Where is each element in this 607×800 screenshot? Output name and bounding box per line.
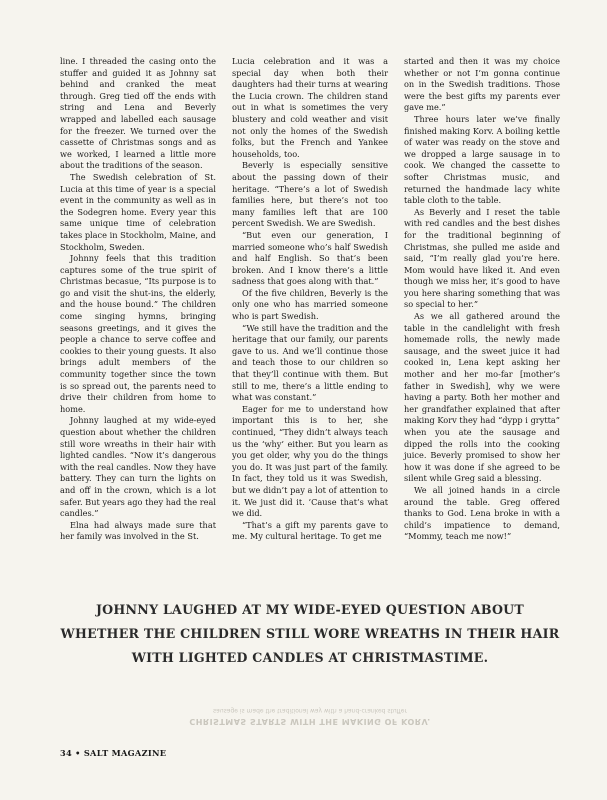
paragraph: The Swedish celebration of St. Lucia at this time of year is a special event in the community as well as in the Sodegren home. Every year this same unique time of celebration takes place in Stockholm, Maine, and Stockholm, Sweden. [60,171,216,252]
bleed-through-line: sausage is made the traditional way with a hand-cranked stuffer [213,707,407,714]
paragraph: Johnny laughed at my wide-eyed question about whether the children still wore wreaths in their hair with lighted candles. “Now it’s dangerous with the real candles. Now they have battery. They can turn the lights on and off in the crown, which is a lot safer. But years ago they had the real candles.” [60,415,216,519]
paragraph: line. I threaded the casing onto the stuffer and guided it as Johnny sat behind and cranked the meat through. Greg tied off the ends with string and Lena and Beverly wrapped and labelled each sausage for the freezer. We turned over the cassette of Christmas songs and as we worked, I learned a little more about the traditions of the season. [60,56,216,171]
paragraph: started and then it was my choice whether or not I’m gonna continue on in the Swedish traditions. Those were the best gifts my parents ever gave me.” [404,56,560,113]
paragraph: Elna had always made sure that her family was involved in the St. [60,519,216,542]
paragraph: We all joined hands in a circle around the table. Greg offered thanks to God. Lena broke in with a child’s impatience to demand, “Mommy, teach me now!” [404,484,560,542]
paragraph: As Beverly and I reset the table with red candles and the best dishes for the traditional beginning of Christmas, she pulled me aside and said, “I’m really glad you’re here. Mom would have liked it. And even though we miss her, it’s good to have you here sharing something that was so special to her.” [404,206,560,310]
column-3 [404,56,560,604]
page-footer: 34 • SALT MAGAZINE [60,748,167,758]
paragraph: “That’s a gift my parents gave to me. My cultural heritage. To get me [232,519,388,542]
article-body [60,56,560,604]
paragraph: Lucia celebration and it was a special day when both their daughters had their turns at wearing the Lucia crown. The children stand out in what is sometimes the very blustery and cold weather and visit not only the homes of the Swedish folks, but the French and Yankee households, too. [232,56,388,159]
paragraph: As we all gathered around the table in the candlelight with fresh homemade rolls, the newly made sausage, and the sweet juice it had cooked in, Lena kept asking her mother and her mo-far [mother’s father in Swedish], why we were having a party. Both her mother and her grandfather explained that after making Korv they had “dypp i grytta” when you ate the sausage and dipped the rolls into the cooking juice. Beverly promised to show her how it was done if she agreed to be silent while Greg said a blessing. [404,311,560,484]
paragraph: Eager for me to understand how important this is to her, she continued, “They didn’t always teach us the ‘why’ either. But you learn as you get older, why you do the things you do. It was just part of the family. In fact, they told us it was Swedish, but we didn’t pay a lot of attention to it. We just did it. ’Cause that’s what we did. [232,403,388,519]
paragraph: “But even our generation, I married someone who’s half Swedish and half English. So that’s been broken. And I know there’s a little sadness that goes along with that.” [232,229,388,287]
bleed-through-line: CHRISTMAS STARTS WITH THE MAKING OF KORV. [189,717,431,726]
pull-quote: JOHNNY LAUGHED AT MY WIDE-EYED QUESTION ABOUT WHETHER THE CHILDREN STILL WORE WREATHS IN THEIR HAIR WITH LIGHTED CANDLES AT CHRISTMASTIME. [60,602,560,665]
paragraph: Of the five children, Beverly is the only one who has married someone who is part Swedish. [232,287,388,322]
paragraph: “We still have the tradition and the heritage that our family, our parents gave to us. And we’ll continue those and teach those to our children so that they’ll continue with them. But still to me, there’s a little ending to what was constant.” [232,322,388,403]
paragraph: Beverly is especially sensitive about the passing down of their heritage. “There’s a lot of Swedish families here, but there’s not too many families left that are 100 percent Swedish. We are Swedish. [232,160,388,229]
bleed-through-text [150,705,470,727]
column-1 [60,56,216,604]
paragraph: Three hours later we’ve finally finished making Korv. A boiling kettle of water was ready on the stove and we dropped a large sausage in to cook. We changed the cassette to softer Christmas music, and returned the handmade lacy white table cloth to the table. [404,113,560,206]
paragraph: Johnny feels that this tradition captures some of the true spirit of Christmas becasue, “Its purpose is to go and visit the shut-ins, the elderly, and the house bound.” The children come singing hymns, bringing seasons greetings, and it gives the people a chance to serve coffee and cookies to their young guests. It also brings adult members of the community together since the town is so spread out, the parents need to drive their children from home to home. [60,253,216,414]
column-2 [232,56,388,604]
